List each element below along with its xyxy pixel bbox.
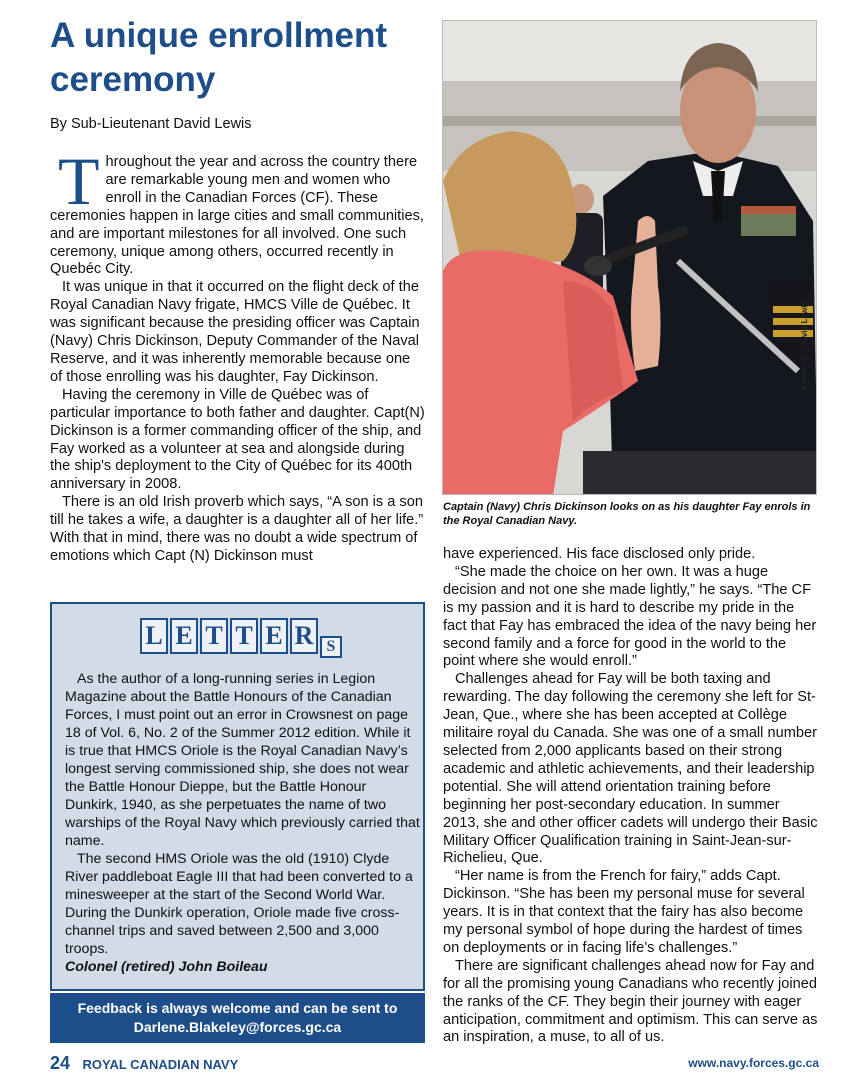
letter-paragraph: As the author of a long-running series in Legion Magazine about the Battle Honours of the Canadian Forces, I must point out an error in Crowsnest on page 18 of Vol. 6, No. 2 of the Summer 2012 edition. While it is true that HMCS Oriole is the Royal Canadian Navy’s longest serving commissioned ship, she does not wear the Battle Honour Dieppe, but the Battle Honour Dunkirk, 1940, as she perpetuates the name of two warships of the Royal Navy which previously carried that name. — [65, 671, 420, 849]
letter-body — [65, 670, 420, 976]
article-paragraph: Having the ceremony in Ville de Québec was of particular importance to both father and daughter. Capt(N) Dickinson is a former commanding officer of the ship, and Fay worked as a volunteer at sea and alongside during the ship's deployment to the City of Québec for its 400th anniversary in 2008. — [50, 386, 425, 493]
byline: By Sub-Lieutenant David Lewis — [50, 116, 252, 132]
letters-logo-tile: T — [200, 618, 228, 654]
article-paragraph: Challenges ahead for Fay will be both taxing and rewarding. The day following the ceremony she left for St-Jean, Que., where she has been accepted at Collège militaire royal du Canada. She was one of a small number selected from 2,000 applicants based on their strong academic and athletic achievements, and their leadership potential. She will attend orientation training before beginning her post-secondary education. In summer 2013, she and other officer cadets will undergo their Basic Military Officer Qualification training in Saint-Jean-sur-Richelieu, Que. — [443, 671, 818, 867]
article-column-1 — [50, 143, 426, 566]
article-paragraph: It was unique in that it occurred on the flight deck of the Royal Canadian Navy frigate, HMCS Ville de Québec. It was significant because the presiding officer was Captain (Navy) Chris Dickinson, Deputy Commander of the Naval Reserve, and it was inherently memorable because one of those enrolling was his daughter, Fay Dickinson. — [50, 279, 420, 385]
photo-credit: Photo: SLt David Lewis — [800, 301, 809, 390]
letter-signature: Colonel (retired) John Boileau — [65, 959, 268, 975]
letter-paragraph: The second HMS Oriole was the old (1910) Clyde River paddleboat Eagle III that had been converted to a minesweeper at the start of the Second World War. During the Dunkirk operation, Oriole made five cross-channel trips and saved between 2,500 and 3,000 troops. — [65, 851, 413, 957]
ceremony-photo — [442, 20, 817, 495]
article-column-2 — [443, 546, 819, 1047]
feedback-banner — [50, 993, 425, 1043]
article-paragraph: “She made the choice on her own. It was a huge decision and not one she made lightly,” he says. “The CF is my passion and it is hard to describe my pride in the fact that Fay has embraced the idea of the navy being her second family and a force for good in the world to the point where she would enroll.” — [443, 563, 817, 670]
letters-box — [50, 602, 425, 991]
drop-cap: T — [58, 143, 100, 219]
publication-name: ROYAL CANADIAN NAVY — [82, 1057, 239, 1072]
letters-logo-tile: S — [320, 636, 342, 658]
page-number: 24 — [50, 1053, 71, 1073]
feedback-text: Feedback is always welcome and can be sent to — [77, 1000, 398, 1016]
article-paragraph: Throughout the year and across the country there are remarkable young men and women who enroll in the Canadian Forces (CF). These ceremonies happen in large cities and small communities, and are important milestones for all involved. One such ceremony, unique among others, occurred recently in Quebéc City. — [50, 143, 424, 278]
footer-left — [50, 1053, 238, 1074]
letters-logo-tile: T — [230, 618, 258, 654]
article-paragraph: There is an old Irish proverb which says, “A son is a son till he takes a wife, a daughter is a daughter all of her life.” With that in mind, there was no doubt a wide spectrum of emotions which Capt (N) Dickinson must — [50, 494, 424, 564]
article-title: A unique enrollment ceremony — [50, 16, 388, 99]
letters-logo-tile: R — [290, 618, 318, 654]
letters-logo — [140, 618, 342, 658]
letters-logo-tile: E — [260, 618, 288, 654]
footer-url-link[interactable]: www.navy.forces.gc.ca — [688, 1056, 819, 1070]
article-paragraph: have experienced. His face disclosed only pride. — [443, 546, 756, 562]
feedback-email-link[interactable]: Darlene.Blakeley@forces.gc.ca — [133, 1019, 342, 1035]
article-paragraph: There are significant challenges ahead now for Fay and for all the promising young Canadians who recently joined the ranks of the CF. They begin their journey with eager anticipation, commitment and optimism. This can serve as an inspiration, a muse, to all of us. — [443, 957, 818, 1046]
letters-logo-tile: L — [140, 618, 168, 654]
letters-logo-tile: E — [170, 618, 198, 654]
article-paragraph: “Her name is from the French for fairy,” adds Capt. Dickinson. “She has been my personal muse for several years. It is in that context that the fairy has also become my personal symbol of hope during the hardest of times on deployments or in facing life’s challenges.” — [443, 868, 805, 956]
photo-caption: Captain (Navy) Chris Dickinson looks on as his daughter Fay enrols in the Royal Canadian Navy. — [443, 501, 811, 527]
